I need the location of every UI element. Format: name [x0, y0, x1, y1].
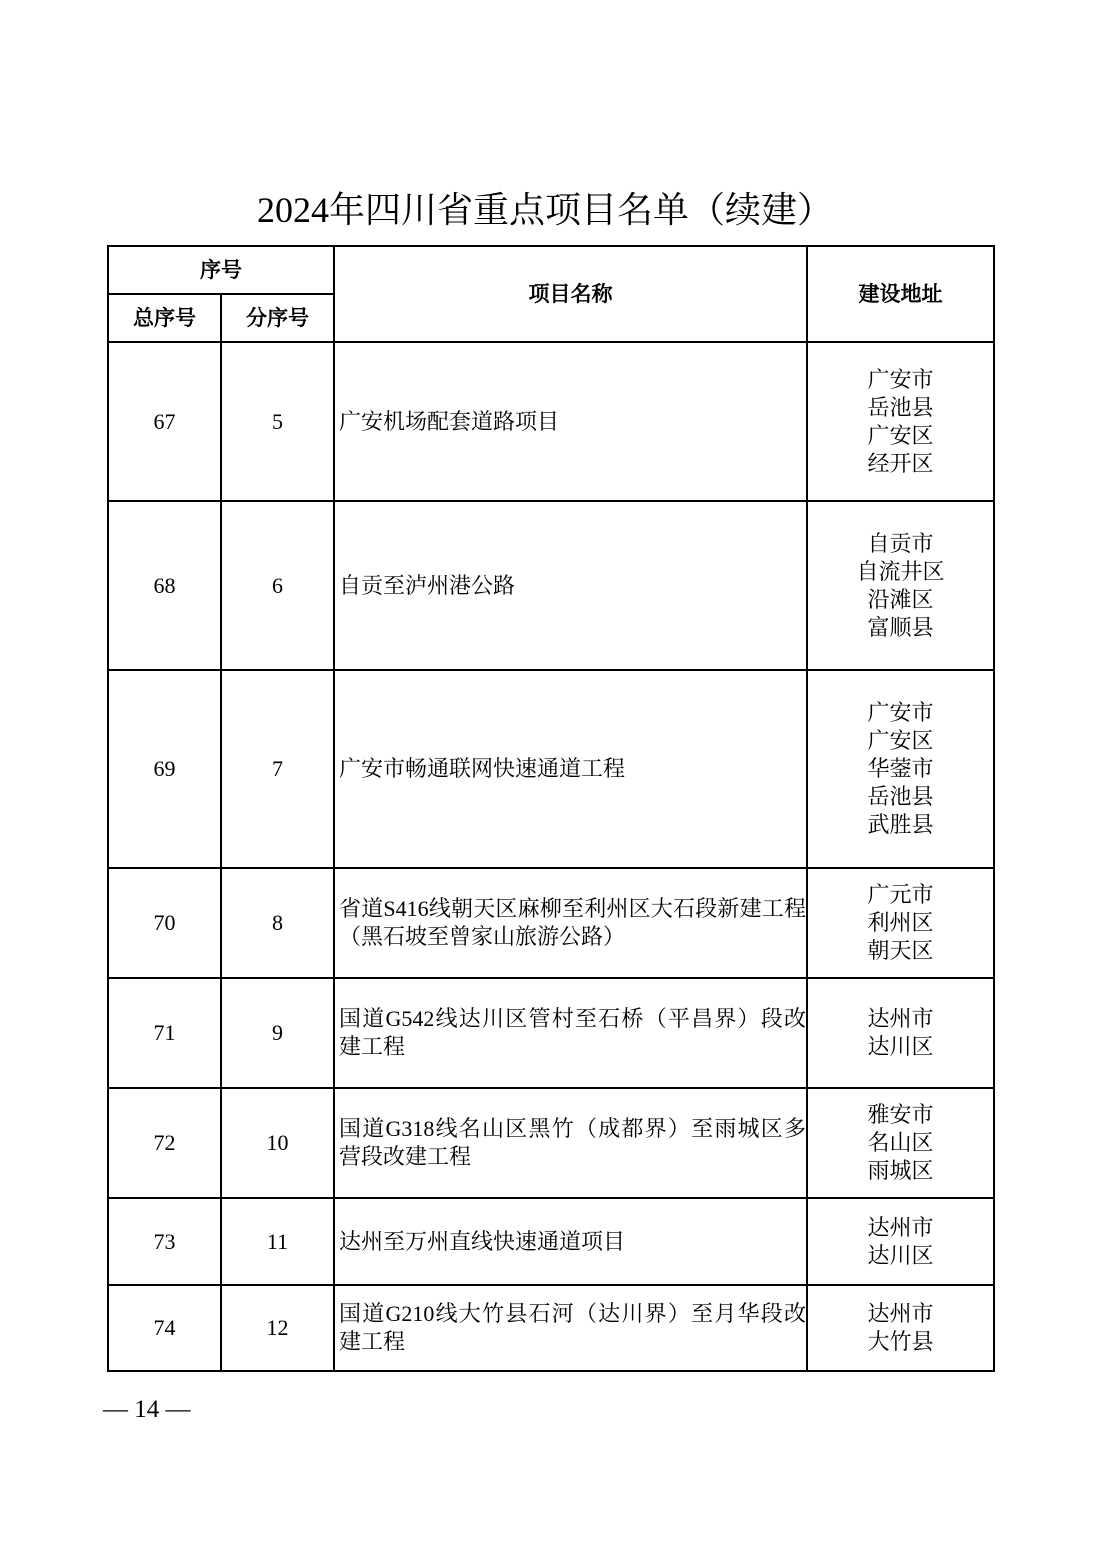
project-name-header: 项目名称	[334, 246, 807, 342]
table-row	[108, 1088, 994, 1198]
location-cell	[807, 1285, 994, 1371]
location-line: 经开区	[867, 450, 934, 476]
serial-group-header: 序号	[108, 246, 334, 294]
total-serial-header: 总序号	[108, 294, 221, 342]
location-line: 达州市	[867, 1006, 934, 1031]
table-row	[108, 978, 994, 1088]
location-cell	[807, 342, 994, 501]
total-serial-cell: 67	[108, 342, 221, 501]
location-line: 达州市	[867, 1214, 934, 1240]
total-serial-cell: 70	[108, 868, 221, 978]
page-number: — 14 —	[103, 1396, 191, 1423]
location-line: 沿滩区	[867, 586, 934, 612]
location-cell	[807, 1198, 994, 1285]
location-line: 朝天区	[867, 938, 934, 963]
project-name-cell	[334, 501, 807, 670]
project-name-line: 达州至万州直线快速通道项目	[339, 1228, 626, 1254]
project-name-line: 国道G318线名山区黑竹（成都界）至雨城区多	[339, 1116, 806, 1141]
project-name-cell	[334, 670, 807, 868]
location-line: 富顺县	[867, 614, 934, 640]
location-line: 华蓥市	[867, 756, 934, 781]
location-line: 广安区	[867, 422, 934, 448]
location-header: 建设地址	[807, 246, 994, 342]
sub-serial-cell: 11	[221, 1198, 334, 1285]
project-name-line: 营段改建工程	[339, 1144, 472, 1169]
location-line: 达州市	[867, 1301, 934, 1326]
total-serial-cell: 74	[108, 1285, 221, 1371]
project-name-cell	[334, 1285, 807, 1371]
project-name-cell	[334, 342, 807, 501]
table-header-row	[108, 246, 994, 294]
location-line: 广元市	[867, 882, 934, 907]
location-line: 岳池县	[867, 784, 934, 809]
sub-serial-cell: 5	[221, 342, 334, 501]
location-line: 岳池县	[867, 394, 934, 420]
location-cell	[807, 978, 994, 1088]
sub-serial-header: 分序号	[221, 294, 334, 342]
project-name-line: 建工程	[339, 1329, 406, 1354]
table-row	[108, 1285, 994, 1371]
project-name-line: 国道G542线达川区管村至石桥（平昌界）段改	[339, 1006, 806, 1031]
table-row	[108, 868, 994, 978]
location-line: 名山区	[867, 1130, 934, 1155]
project-name-cell	[334, 868, 807, 978]
sub-serial-cell: 9	[221, 978, 334, 1088]
project-name-line: 广安市畅通联网快速通道工程	[339, 756, 626, 781]
project-name-cell	[334, 1088, 807, 1198]
location-line: 达川区	[867, 1034, 934, 1059]
project-table	[107, 245, 995, 1372]
total-serial-cell: 68	[108, 501, 221, 670]
total-serial-cell: 69	[108, 670, 221, 868]
project-name-line: 国道G210线大竹县石河（达川界）至月华段改	[339, 1301, 806, 1326]
location-line: 雅安市	[867, 1102, 934, 1127]
table-row	[108, 342, 994, 501]
project-name-line: 自贡至泸州港公路	[339, 572, 516, 598]
location-line: 广安区	[867, 728, 934, 753]
location-line: 武胜县	[867, 812, 934, 837]
total-serial-cell: 72	[108, 1088, 221, 1198]
sub-serial-cell: 10	[221, 1088, 334, 1198]
table-row	[108, 501, 994, 670]
sub-serial-cell: 8	[221, 868, 334, 978]
table-row	[108, 670, 994, 868]
total-serial-cell: 71	[108, 978, 221, 1088]
location-cell	[807, 1088, 994, 1198]
sub-serial-cell: 6	[221, 501, 334, 670]
sub-serial-cell: 7	[221, 670, 334, 868]
location-line: 自贡市	[867, 530, 934, 556]
page-title: 2024年四川省重点项目名单（续建）	[256, 190, 833, 230]
sub-serial-cell: 12	[221, 1285, 334, 1371]
location-line: 达川区	[867, 1242, 934, 1268]
location-line: 自流井区	[856, 558, 945, 584]
location-line: 利州区	[867, 910, 934, 935]
project-name-line: 广安机场配套道路项目	[339, 408, 560, 434]
project-name-cell	[334, 1198, 807, 1285]
location-line: 雨城区	[867, 1158, 934, 1183]
location-line: 大竹县	[867, 1329, 934, 1354]
project-name-line: （黑石坡至曾家山旅游公路）	[339, 924, 626, 949]
project-name-line: 省道S416线朝天区麻柳至利州区大石段新建工程	[339, 896, 806, 921]
project-name-line: 建工程	[339, 1034, 406, 1059]
location-cell	[807, 501, 994, 670]
location-cell	[807, 868, 994, 978]
total-serial-cell: 73	[108, 1198, 221, 1285]
location-line: 广安市	[867, 700, 934, 725]
table-row	[108, 1198, 994, 1285]
project-name-cell	[334, 978, 807, 1088]
location-line: 广安市	[867, 366, 934, 392]
location-cell	[807, 670, 994, 868]
